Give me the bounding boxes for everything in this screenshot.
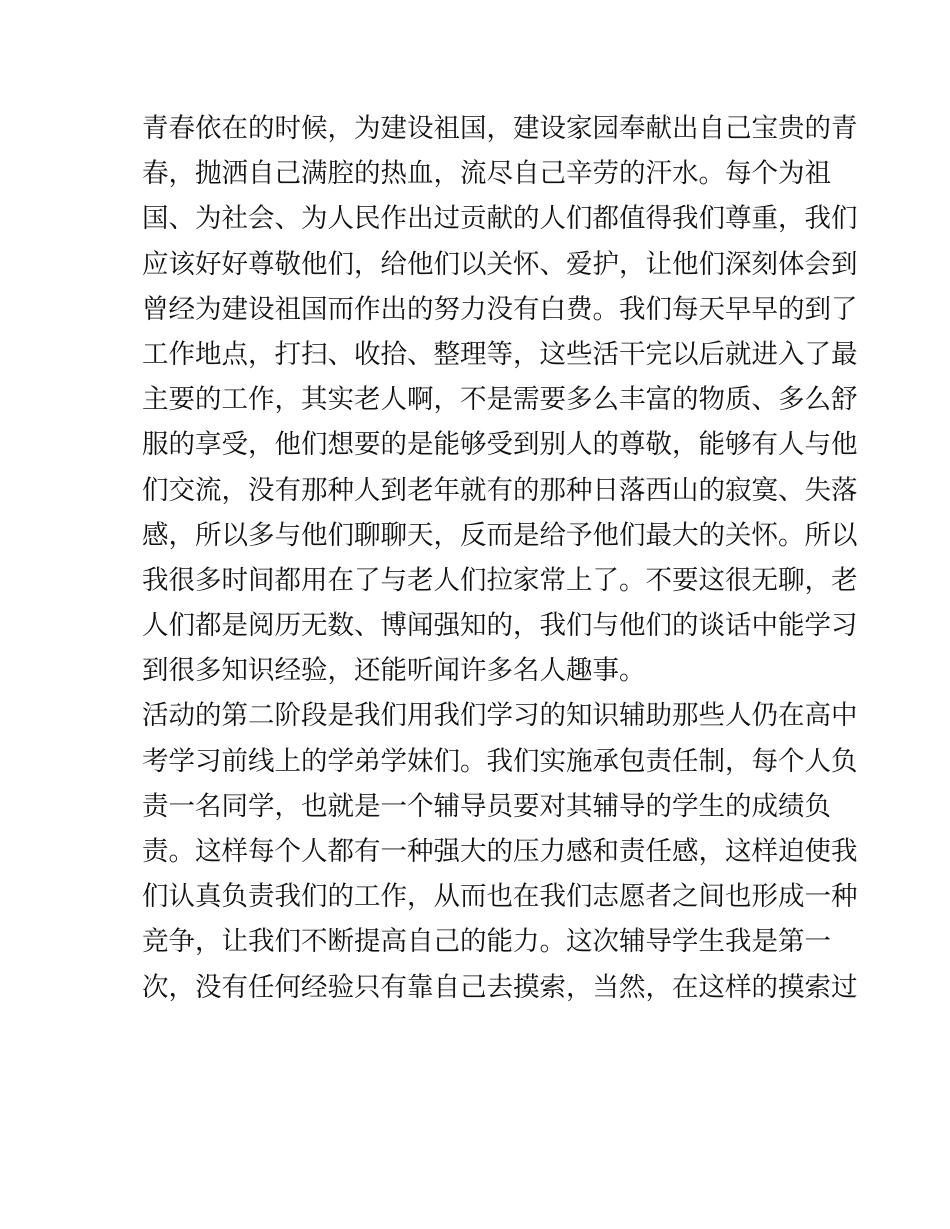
- text-line: 青春依在的时候，为建设祖国，建设家园奉献出自己宝贵的青: [142, 113, 858, 144]
- text-line: 主要的工作，其实老人啊，不是需要多么丰富的物质、多么舒: [142, 384, 858, 416]
- text-line: 应该好好尊敬他们，给他们以关怀、爱护，让他们深刻体会到: [142, 248, 858, 280]
- text-line: 感，所以多与他们聊聊天，反而是给予他们最大的关怀。所以: [142, 519, 858, 551]
- text-line: 曾经为建设祖国而作出的努力没有白费。我们每天早早的到了: [142, 293, 858, 325]
- body-text: [142, 106, 858, 1010]
- text-line: 责。这样每个人都有一种强大的压力感和责任感，这样迫使我: [142, 836, 858, 867]
- text-line: 考学习前线上的学弟学妹们。我们实施承包责任制，每个人负: [142, 745, 858, 777]
- text-line: 春，抛洒自己满腔的热血，流尽自己辛劳的汗水。每个为祖: [142, 158, 831, 190]
- text-line: 我很多时间都用在了与老人们拉家常上了。不要这很无聊，老: [142, 564, 858, 596]
- text-line: 们认真负责我们的工作，从而也在我们志愿者之间也形成一种: [142, 881, 858, 913]
- text-line: 国、为社会、为人民作出过贡献的人们都值得我们尊重，我们: [142, 203, 858, 235]
- text-line: 次，没有任何经验只有靠自己去摸索，当然，在这样的摸索过: [142, 971, 858, 1003]
- text-line: 人们都是阅历无数、博闻强知的，我们与他们的谈话中能学习: [142, 610, 858, 642]
- text-line: 们交流，没有那种人到老年就有的那种日落西山的寂寞、失落: [142, 474, 858, 506]
- text-line: 活动的第二阶段是我们用我们学习的知识辅助那些人仍在高中: [142, 700, 858, 732]
- text-line: 工作地点，打扫、收拾、整理等，这些活干完以后就进入了最: [142, 338, 858, 370]
- text-line: 服的享受，他们想要的是能够受到别人的尊敬，能够有人与他: [142, 429, 858, 461]
- text-line: 责一名同学，也就是一个辅导员要对其辅导的学生的成绩负: [142, 790, 831, 822]
- text-line: 竞争，让我们不断提高自己的能力。这次辅导学生我是第一: [142, 926, 831, 958]
- text-line: 到很多知识经验，还能听闻许多名人趣事。: [142, 655, 646, 687]
